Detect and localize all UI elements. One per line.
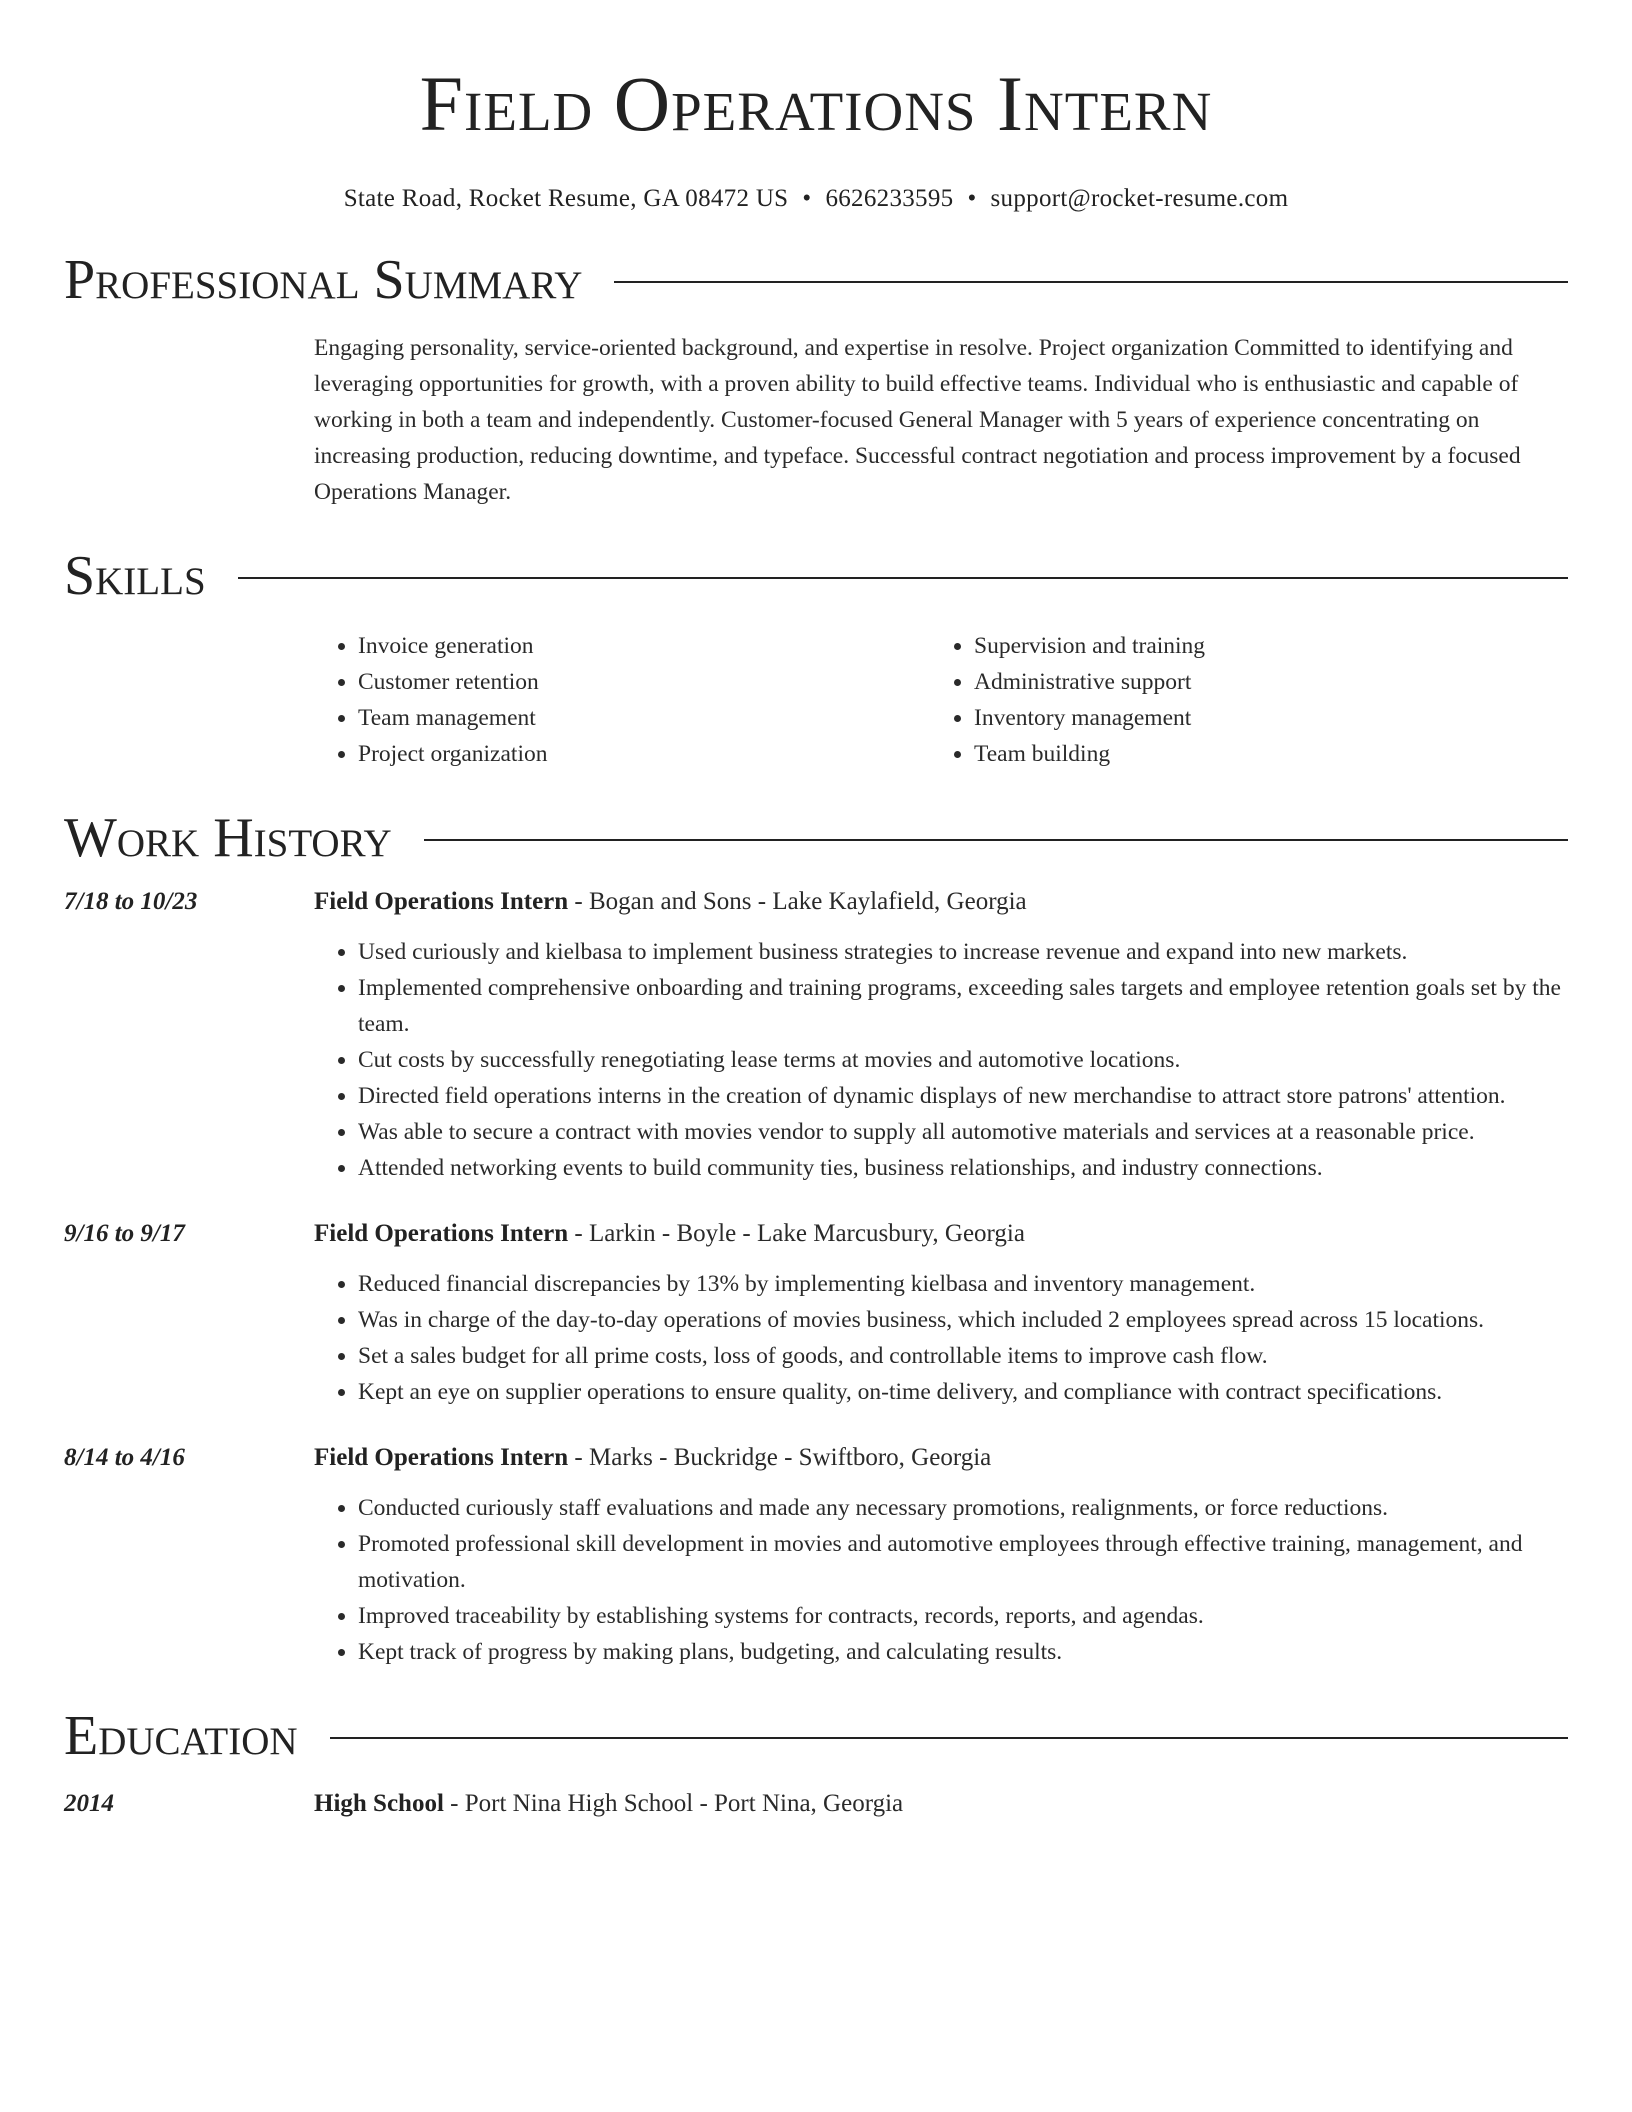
duty-item: • Implemented comprehensive onboarding and training programs, exceeding sales targets and employee retention goals set by the team. <box>358 970 1568 1042</box>
education-school: - Port Nina High School - Port Nina, Georgia <box>443 1790 904 1817</box>
duty-item: • Set a sales budget for all prime costs, loss of goods, and controllable items to improve cash flow. <box>358 1338 1568 1374</box>
job-entry <box>64 884 1568 1186</box>
job-title: Field Operations Intern <box>314 1220 569 1247</box>
resume-name: Field Operations Intern <box>419 60 1213 147</box>
job-employer: - Marks - Buckridge - Swiftboro, Georgia <box>568 1444 992 1471</box>
work-section-header <box>64 806 1568 870</box>
skill-item: • Supervision and training <box>974 628 1205 664</box>
job-header <box>64 884 1568 920</box>
skill-item: • Inventory management <box>974 700 1205 736</box>
skills-section-title: Skills <box>64 545 206 607</box>
job-dates: 9/16 to 9/17 <box>64 1220 185 1247</box>
duty-item: • Cut costs by successfully renegotiating lease terms at movies and automotive locations. <box>358 1042 1568 1078</box>
duty-item: • Conducted curiously staff evaluations and made any necessary promotions, realignments, or force reductions. <box>358 1490 1568 1526</box>
contact-address: State Road, Rocket Resume, GA 08472 US <box>343 185 789 212</box>
section-divider <box>614 281 1568 283</box>
job-employer: - Larkin - Boyle - Lake Marcusbury, Georgia <box>568 1220 1025 1247</box>
job-heading <box>314 1216 1025 1252</box>
duty-item: • Directed field operations interns in the creation of dynamic displays of new merchandise to attract store patrons' attention. <box>358 1078 1568 1114</box>
duty-item: • Improved traceability by establishing systems for contracts, records, reports, and agendas. <box>358 1598 1568 1634</box>
summary-section-title: Professional Summary <box>64 249 583 311</box>
education-section-title: Education <box>64 1705 298 1767</box>
job-employer: - Bogan and Sons - Lake Kaylafield, Georgia <box>568 888 1027 915</box>
contact-line <box>64 184 1568 214</box>
education-entry <box>64 1786 1568 1822</box>
contact-email: support@rocket-resume.com <box>990 185 1289 212</box>
contact-phone: 6626233595 <box>825 185 954 212</box>
section-divider <box>330 1737 1568 1739</box>
duty-item: • Promoted professional skill development in movies and automotive employees through effective training, management, and motivation. <box>358 1526 1568 1598</box>
job-header <box>64 1440 1568 1476</box>
job-header <box>64 1216 1568 1252</box>
skill-item: • Invoice generation <box>358 628 930 664</box>
skill-item: • Project organization <box>358 736 930 772</box>
job-dates: 7/18 to 10/23 <box>64 888 198 915</box>
skill-item: • Team building <box>974 736 1205 772</box>
education-heading <box>314 1786 903 1822</box>
skills-section-header <box>64 544 1568 608</box>
skills-column-left <box>314 628 930 772</box>
skills-list <box>314 628 1568 772</box>
job-entry <box>64 1440 1568 1670</box>
duty-item: • Was able to secure a contract with movies vendor to supply all automotive materials and services at a reasonable price. <box>358 1114 1568 1150</box>
job-heading <box>314 884 1027 920</box>
skills-column-right <box>930 628 1205 772</box>
job-heading <box>314 1440 991 1476</box>
skill-item: • Administrative support <box>974 664 1205 700</box>
job-dates: 8/14 to 4/16 <box>64 1444 185 1471</box>
job-duties <box>314 934 1568 1186</box>
job-duties <box>314 1490 1568 1670</box>
duty-item: • Reduced financial discrepancies by 13% by implementing kielbasa and inventory management. <box>358 1266 1568 1302</box>
job-entry <box>64 1216 1568 1410</box>
education-section-header <box>64 1704 1568 1768</box>
education-degree: High School <box>314 1790 444 1817</box>
duty-item: • Was in charge of the day-to-day operations of movies business, which included 2 employees spread across 15 locations. <box>358 1302 1568 1338</box>
education-year: 2014 <box>64 1790 114 1817</box>
job-title: Field Operations Intern <box>314 1444 569 1471</box>
job-duties <box>314 1266 1568 1410</box>
contact-separator: • <box>802 185 812 212</box>
job-title: Field Operations Intern <box>314 888 569 915</box>
duty-item: • Used curiously and kielbasa to implement business strategies to increase revenue and expand into new markets. <box>358 934 1568 970</box>
summary-section-header <box>64 248 1568 312</box>
duty-item: • Kept track of progress by making plans, budgeting, and calculating results. <box>358 1634 1568 1670</box>
skill-item: • Team management <box>358 700 930 736</box>
duty-item: • Kept an eye on supplier operations to ensure quality, on-time delivery, and compliance with contract specifications. <box>358 1374 1568 1410</box>
duty-item: • Attended networking events to build community ties, business relationships, and industry connections. <box>358 1150 1568 1186</box>
section-divider <box>238 577 1568 579</box>
skill-item: • Customer retention <box>358 664 930 700</box>
work-section-title: Work History <box>64 807 392 869</box>
contact-separator: • <box>967 185 977 212</box>
section-divider <box>424 839 1568 841</box>
summary-text: Engaging personality, service-oriented background, and expertise in resolve. Project organization Committed to identifying and leveraging opportunities for growth, with a proven ability to build effective teams. Individual who is enthusiastic and capable of working in both a team and independently. Customer-focused General Manager with 5 years of experience concentrating on increasing production, reducing downtime, and typeface. Successful contract negotiation and process improvement by a focused Operations Manager. <box>314 335 1521 505</box>
